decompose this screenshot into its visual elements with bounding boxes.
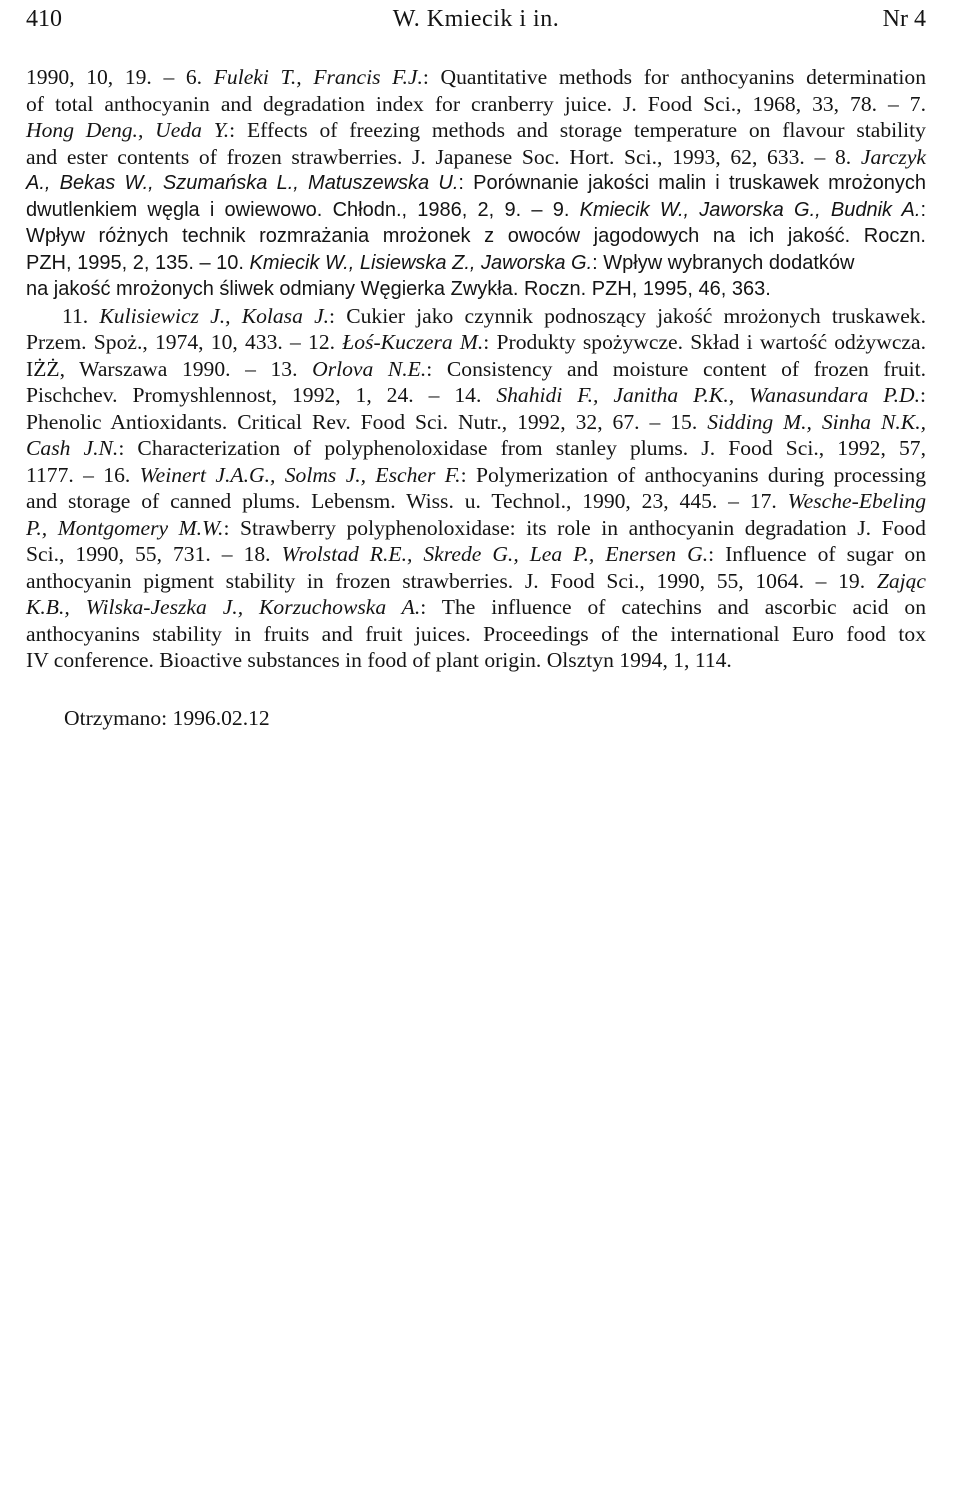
reference-authors: Weinert J.A.G., Solms J., Escher F. [139,462,461,487]
reference-authors: Łoś-Kuczera M. [342,330,484,354]
reference-line [26,568,926,595]
reference-authors: Orlova N.E. [312,356,427,381]
reference-text: IV conference. Bioactive substances in food of plant origin. Olsztyn 1994, 1, 114. [26,648,732,672]
reference-text: anthocyanin pigment stability in frozen strawberries. J. Food Sci., 1990, 55, 1064. – 19. [26,568,877,593]
reference-authors: P., Montgomery M.W. [26,515,224,540]
reference-line [26,462,926,489]
reference-authors: Kmiecik W., Jaworska G., Budnik A. [579,198,921,221]
reference-text: : [920,198,926,221]
reference-text: : Characterization of polyphenoloxidase from stanley plums. J. Food Sci., 1992, 57, [118,436,926,460]
reference-line [26,144,926,171]
reference-line [26,541,926,568]
reference-line [26,250,926,277]
reference-text: Sci., 1990, 55, 731. – 18. [26,542,282,566]
reference-text: 1990, 10, 19. – 6. [26,65,214,89]
reference-authors: Hong Deng., Ueda Y. [26,118,230,142]
reference-text: of total anthocyanin and degradation index for cranberry juice. J. Food Sci., 1968, 33, 78. – 7. [26,91,926,116]
reference-text: 1177. – 16. [26,462,140,487]
reference-line [26,64,926,91]
reference-text: : Porównanie jakości malin i truskawek mrożonych [458,172,926,194]
reference-text: : Produkty spożywcze. Skład i wartość odżywcza. [483,330,926,354]
running-header [26,2,926,36]
reference-line [26,170,926,197]
reference-authors: Fuleki T., Francis F.J. [213,65,423,89]
running-title: W. Kmiecik i in. [392,6,560,32]
reference-text: : Consistency and moisture content of frozen fruit. [426,356,927,381]
reference-line [26,647,926,674]
reference-line [26,515,926,542]
received-date: Otrzymano: 1996.02.12 [64,706,270,730]
reference-authors: Kulisiewicz J., Kolasa J. [99,303,330,328]
reference-line [26,117,926,144]
reference-line [26,621,926,648]
reference-line [26,435,926,462]
reference-text: Pischchev. Promyshlennost, 1992, 1, 24. – 14. [26,383,497,407]
reference-text: Przem. Spoż., 1974, 10, 433. – 12. [26,330,343,354]
reference-line [26,303,926,330]
reference-authors: Cash J.N. [26,436,119,460]
reference-text: : Strawberry polyphenoloxidase: its role in anthocyanin degradation J. Food [223,515,926,540]
reference-text: PZH, 1995, 2, 135. – 10. [26,251,250,274]
reference-text: 11. [62,303,100,328]
page-number: 410 [26,6,62,32]
reference-text: : Influence of sugar on [708,542,926,566]
reference-authors: Sidding M., Sinha N.K., [707,409,926,434]
reference-text: and ester contents of frozen strawberries. J. Japanese Soc. Hort. Sci., 1993, 62, 633. – 8. [26,144,861,169]
reference-line [26,223,926,250]
reference-line [26,382,926,409]
reference-authors: A., Bekas W., Szumańska L., Matuszewska U. [26,172,459,194]
reference-text: Wpływ różnych technik rozmrażania mrożonek z owoców jagodowych na ich jakość. Roczn. [26,225,926,247]
reference-authors: Zając [876,568,926,593]
reference-text: anthocyanins stability in fruits and fruit juices. Proceedings of the international Euro food tox [26,621,926,646]
reference-line [26,197,926,224]
reference-authors: Wesche-Ebeling [787,489,926,513]
reference-authors: Wrolstad R.E., Skrede G., Lea P., Enersen G. [281,542,709,566]
reference-line [26,409,926,436]
issue-number: Nr 4 [882,6,926,32]
reference-text: : Cukier jako czynnik podnoszący jakość mrożonych truskawek. [329,303,926,328]
reference-authors: K.B., Wilska-Jeszka J., Korzuchowska A. [26,595,421,619]
reference-authors: Kmiecik W., Lisiewska Z., Jaworska G. [249,251,593,274]
reference-line [26,356,926,383]
reference-text: dwutlenkiem węgla i owiewowo. Chłodn., 1986, 2, 9. – 9. [26,198,580,221]
reference-text: Phenolic Antioxidants. Critical Rev. Food Sci. Nutr., 1992, 32, 67. – 15. [26,409,708,434]
reference-text: : Polymerization of anthocyanins during processing [460,462,926,487]
reference-text: : Effects of freezing methods and storage temperature on flavour stability [229,118,926,142]
reference-text: : Quantitative methods for anthocyanins determination [422,65,926,89]
reference-text: na jakość mrożonych śliwek odmiany Węgierka Zwykła. Roczn. PZH, 1995, 46, 363. [26,278,771,300]
reference-line [26,276,926,303]
reference-authors: Jarczyk [860,144,926,169]
reference-text: and storage of canned plums. Lebensm. Wiss. u. Technol., 1990, 23, 445. – 17. [26,489,788,513]
reference-authors: Shahidi F., Janitha P.K., Wanasundara P.D. [496,383,920,407]
reference-line [26,329,926,356]
references-list [26,64,926,674]
reference-line [26,91,926,118]
reference-line [26,594,926,621]
reference-text: : Wpływ wybranych dodatków [592,251,855,274]
reference-line [26,488,926,515]
reference-text: IŻŻ, Warszawa 1990. – 13. [26,356,313,381]
reference-text: : [920,383,926,407]
reference-text: : The influence of catechins and ascorbic acid on [420,595,927,619]
